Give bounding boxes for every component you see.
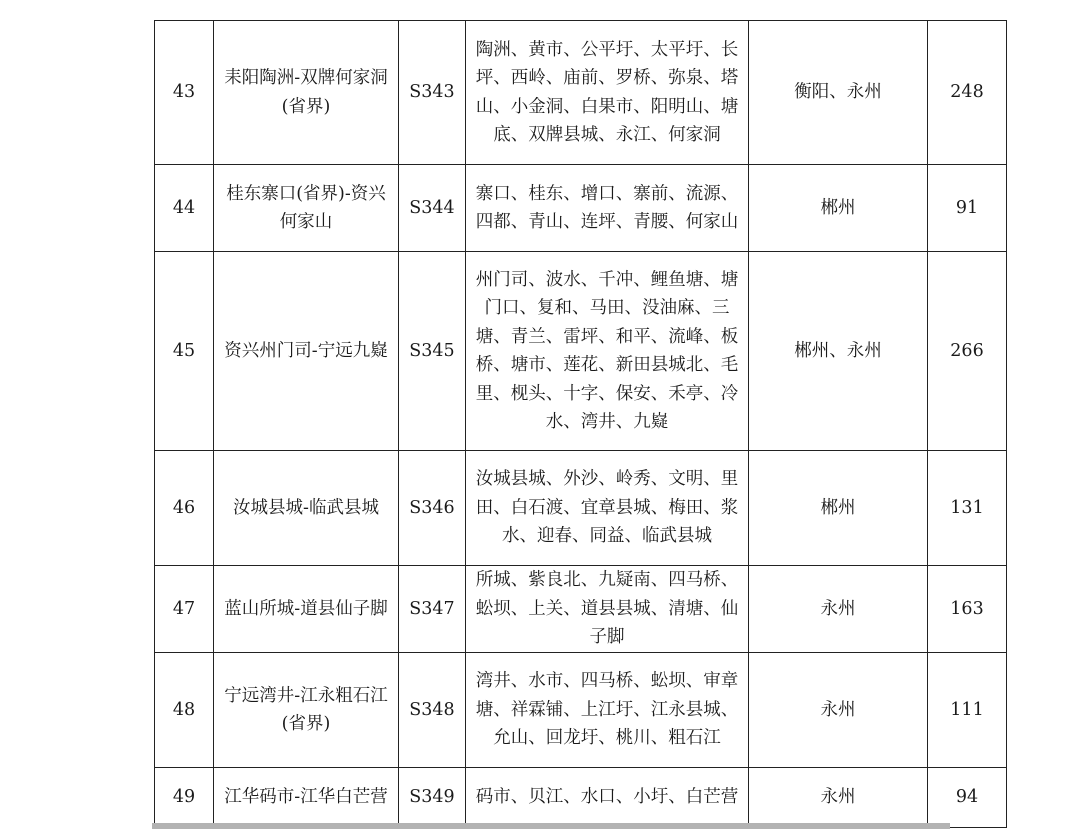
route-cities: 永州 — [749, 653, 928, 768]
route-code: S346 — [399, 451, 466, 566]
route-length: 94 — [928, 768, 1007, 828]
route-length: 163 — [928, 566, 1007, 653]
route-number: 47 — [155, 566, 214, 653]
table-row — [155, 21, 1007, 165]
route-towns: 码市、贝江、水口、小圩、白芒营 — [466, 768, 749, 828]
route-cities: 永州 — [749, 768, 928, 828]
table-row — [155, 451, 1007, 566]
route-cities: 郴州 — [749, 451, 928, 566]
route-code: S349 — [399, 768, 466, 828]
route-length: 248 — [928, 21, 1007, 165]
route-name: 耒阳陶洲-双牌何家洞(省界) — [214, 21, 399, 165]
provincial-road-table — [154, 20, 1007, 828]
route-name: 江华码市-江华白芒营 — [214, 768, 399, 828]
route-name: 资兴州门司-宁远九嶷 — [214, 252, 399, 451]
route-towns: 州门司、波水、千冲、鲤鱼塘、塘门口、复和、马田、没油麻、三塘、青兰、雷坪、和平、流峰、板桥、塘市、莲花、新田县城北、毛里、枧头、十字、保安、禾亭、冷水、湾井、九嶷 — [466, 252, 749, 451]
table-row — [155, 768, 1007, 828]
route-length: 131 — [928, 451, 1007, 566]
route-length: 266 — [928, 252, 1007, 451]
route-code: S343 — [399, 21, 466, 165]
route-length: 91 — [928, 165, 1007, 252]
route-code: S345 — [399, 252, 466, 451]
route-code: S344 — [399, 165, 466, 252]
route-name: 汝城县城-临武县城 — [214, 451, 399, 566]
table-row — [155, 566, 1007, 653]
route-number: 49 — [155, 768, 214, 828]
route-code: S347 — [399, 566, 466, 653]
route-length: 111 — [928, 653, 1007, 768]
route-towns: 所城、紫良北、九疑南、四马桥、蚣坝、上关、道县县城、清塘、仙子脚 — [466, 566, 749, 653]
route-number: 45 — [155, 252, 214, 451]
route-number: 46 — [155, 451, 214, 566]
route-towns: 湾井、水市、四马桥、蚣坝、审章塘、祥霖铺、上江圩、江永县城、允山、回龙圩、桃川、粗石江 — [466, 653, 749, 768]
route-name: 桂东寨口(省界)-资兴何家山 — [214, 165, 399, 252]
table-bottom-border — [152, 823, 950, 829]
route-name: 宁远湾井-江永粗石江(省界) — [214, 653, 399, 768]
route-code: S348 — [399, 653, 466, 768]
table-row — [155, 165, 1007, 252]
route-number: 48 — [155, 653, 214, 768]
route-towns: 汝城县城、外沙、岭秀、文明、里田、白石渡、宜章县城、梅田、浆水、迎春、同益、临武县城 — [466, 451, 749, 566]
route-cities: 衡阳、永州 — [749, 21, 928, 165]
route-cities: 郴州 — [749, 165, 928, 252]
route-cities: 郴州、永州 — [749, 252, 928, 451]
route-towns: 寨口、桂东、增口、寨前、流源、四都、青山、连坪、青腰、何家山 — [466, 165, 749, 252]
route-number: 44 — [155, 165, 214, 252]
route-towns: 陶洲、黄市、公平圩、太平圩、长坪、西岭、庙前、罗桥、弥泉、塔山、小金洞、白果市、阳明山、塘底、双牌县城、永江、何家洞 — [466, 21, 749, 165]
table-row — [155, 653, 1007, 768]
table-row — [155, 252, 1007, 451]
route-name: 蓝山所城-道县仙子脚 — [214, 566, 399, 653]
route-number: 43 — [155, 21, 214, 165]
route-cities: 永州 — [749, 566, 928, 653]
